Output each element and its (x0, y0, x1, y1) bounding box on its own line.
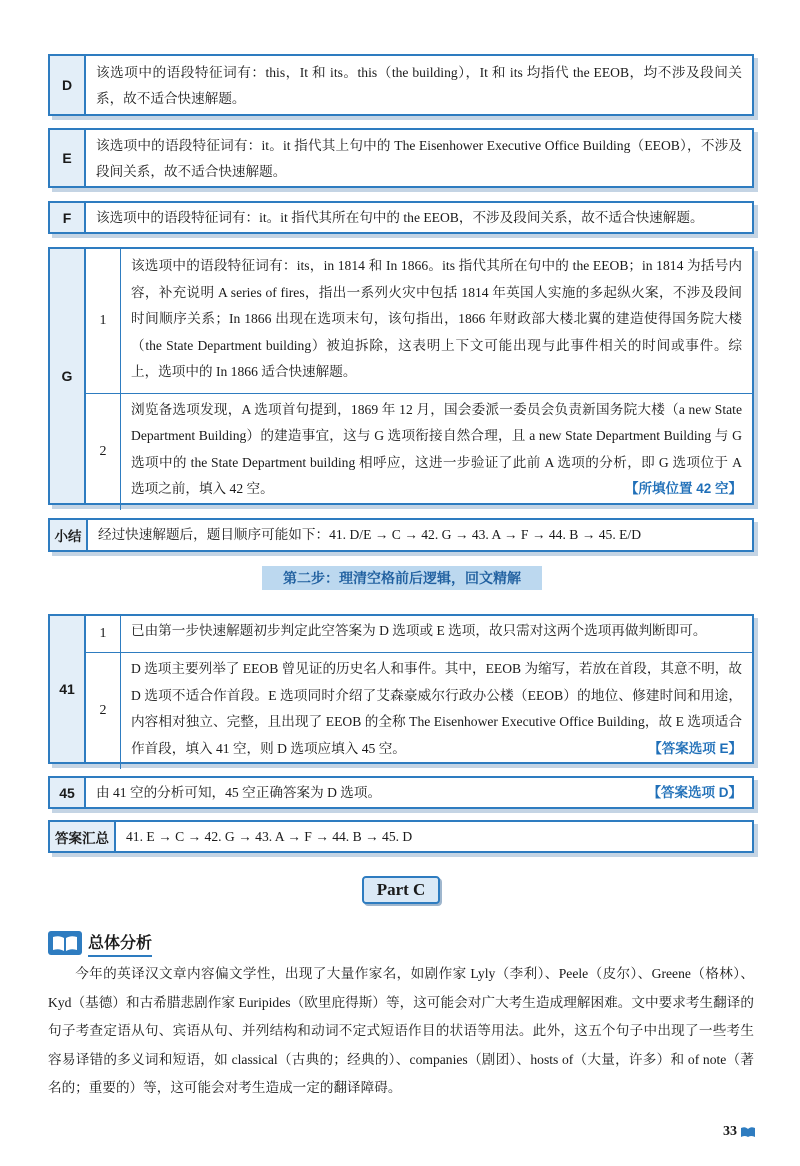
blank-41-rows (86, 616, 752, 762)
option-d-text: 该选项中的语段特征词有：this，It 和 its。this（the building），It 和 its 均指代 the EEOB，均不涉及段间关系，故不适合快速解题。 (96, 65, 742, 106)
summary-label: 小结 (50, 520, 88, 550)
overall-analysis-paragraph: 今年的英译汉文章内容偏文学性，出现了大量作家名，如剧作家 Lyly（李利）、Peele（皮尔）、Greene（格林）、Kyd（基德）和古希腊悲剧作家 Euripides（欧里庇得斯）等，这可能会对广大考生造成理解困难。文中要求考生翻译的句子考查定语从句、宾语从句、并列结构和动词不定式短语作目的状语等用法。此外，这五个句子中出现了一些考生容易译错的多义词和短语，如 classical（古典的；经典的）、companies（剧团）、hosts of（大量，许多）和 of note（著名的；重要的）等，这可能会对考生造成一定的翻译障碍。 (48, 966, 754, 1095)
row-text-body: D 选项主要列举了 EEOB 曾见证的历史名人和事件。其中，EEOB 为缩写，若放在首段，其意不明，故 D 选项不适合作首段。E 选项同时介绍了艾森豪威尔行政办公楼（EEOB）的地位、修建时间和用途，内容相对独立、完整，且出现了 EEOB 的全称 The Eisenhower Executive Office Building，故 E 选项适合作首段，填入 41 空，则 D 选项应填入 45 空。 (131, 661, 742, 756)
position-tag: 【所填位置 42 空】 (624, 481, 742, 496)
row-number: 2 (86, 394, 121, 510)
option-f-label: F (50, 203, 86, 232)
overall-analysis-title: 总体分析 (88, 930, 152, 957)
row-number: 1 (86, 616, 121, 652)
option-d-label: D (50, 56, 86, 114)
step-two-banner: 第二步：理清空格前后逻辑，回文精解 (262, 566, 542, 590)
page-number-text: 33 (723, 1124, 737, 1139)
row-text (121, 394, 752, 510)
book-page-icon (740, 1126, 756, 1138)
blank-45-text: 由 41 空的分析可知，45 空正确答案为 D 选项。 (96, 785, 382, 800)
row-text: 该选项中的语段特征词有：its，in 1814 和 In 1866。its 指代其所在句中的 the EEOB；in 1814 为括号内容，补充说明 A series of fires，指出一系列火灾中包括 1814 年英国人实施的多起纵火案，不涉及段间时间顺序关系；In 1866 出现在选项末句，该句指出，1866 年财政部大楼北翼的建造使得国务院大楼（the State Department building）被迫拆除，这表明上下文可能出现与此事件相关的时间或事件。综上，选项中的 In 1866 适合快速解题。 (131, 258, 742, 379)
option-g-row-1 (86, 249, 752, 393)
blank-45-content (86, 778, 752, 807)
option-e-box (48, 128, 754, 188)
option-g-label: G (50, 249, 86, 503)
overall-analysis-heading (48, 930, 754, 956)
blank-41-label: 41 (50, 616, 86, 762)
row-number: 2 (86, 653, 121, 769)
answer-summary-box (48, 820, 754, 853)
option-e-text: 该选项中的语段特征词有：it。it 指代其上句中的 The Eisenhower Executive Office Building（EEOB），不涉及段间关系，故不适合快速解题。 (96, 138, 742, 179)
summary-text: 经过快速解题后，题目顺序可能如下：41. D/E → C → 42. G → 43. A → F → 44. B → 45. E/D (98, 527, 642, 542)
blank-41-box (48, 614, 754, 764)
part-c-heading: Part C (362, 876, 440, 904)
page-number (723, 1124, 756, 1140)
blank-45-label: 45 (50, 778, 86, 807)
blank-41-row-2 (86, 652, 752, 769)
row-number: 1 (86, 249, 121, 393)
answer-tag: 【答案选项 E】 (648, 740, 742, 756)
row-text: 已由第一步快速解题初步判定此空答案为 D 选项或 E 选项，故只需对这两个选项再做判断即可。 (131, 623, 707, 638)
option-f-box (48, 201, 754, 234)
option-g-rows (86, 249, 752, 503)
answer-tag: 【答案选项 D】 (647, 785, 742, 800)
row-text-body: 浏览备选项发现，A 选项首句提到，1869 年 12 月，国会委派一委员会负责新国务院大楼（a new State Department Building）的建造事宜，这与 G 选项衔接自然合理，且 a new State Department Building 与 G 选项中的 the State Department building 相呼应，这进一步验证了此前 A 选项的分析，即 G 选项位于 A 选项之前，填入 42 空。 (131, 401, 742, 496)
row-text (121, 653, 752, 769)
option-d-box (48, 54, 754, 116)
answer-summary-text: 41. E → C → 42. G → 43. A → F → 44. B → 45. D (126, 829, 413, 844)
blank-41-row-1 (86, 616, 752, 652)
option-g-box (48, 247, 754, 505)
answer-summary-label: 答案汇总 (50, 822, 116, 851)
option-e-label: E (50, 130, 86, 186)
summary-box (48, 518, 754, 552)
option-g-row-2 (86, 393, 752, 510)
book-icon (48, 931, 82, 955)
option-f-text: 该选项中的语段特征词有：it。it 指代其所在句中的 the EEOB，不涉及段间关系，故不适合快速解题。 (96, 210, 704, 225)
blank-45-box (48, 776, 754, 809)
